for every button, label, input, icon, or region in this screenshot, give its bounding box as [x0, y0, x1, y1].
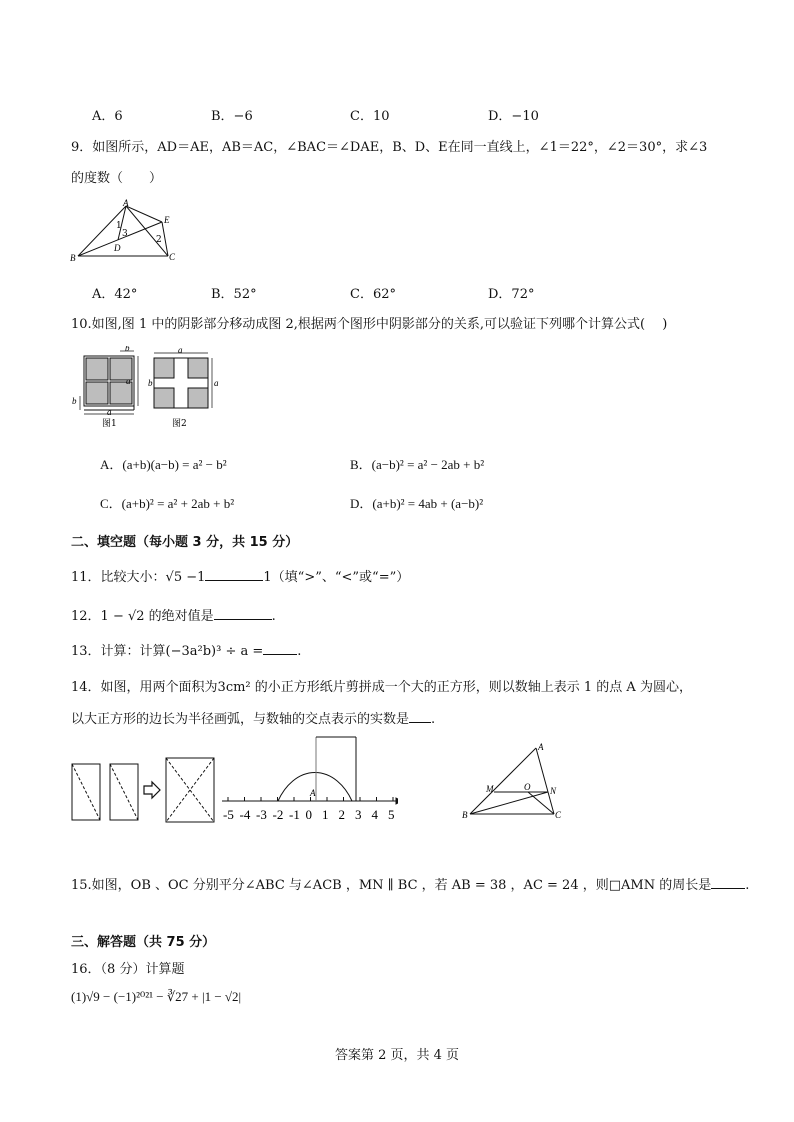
q8-choice-b: B．−6 [211, 109, 253, 124]
q13-suffix: . [297, 644, 302, 659]
q14-axis-tick-label: 3 [355, 807, 362, 822]
q14-suffix: . [431, 712, 436, 727]
q14-axis-tick-label: 1 [322, 807, 329, 822]
q10-text: 10.如图,图 1 中的阴影部分移动成图 2,根据两个图形中阴影部分的关系,可以验证下列哪个计算公式( ) [71, 317, 668, 332]
section3-title: 三、解答题（共 75 分） [71, 935, 216, 950]
q9-choice-c: C．62° [350, 287, 396, 302]
q15-suffix: . [745, 878, 750, 893]
q15-label-a: A [538, 742, 544, 752]
q10-choice-d: D．(a+b)² = 4ab + (a−b)² [350, 496, 484, 511]
q13-prefix: 13．计算：计算(−3a²b)³ ÷ a = [71, 644, 264, 659]
q11-line [71, 566, 409, 585]
q8-choice-c: C．10 [350, 109, 390, 124]
q15-label-o: O [524, 782, 531, 792]
q10-fig1-label-b-left: b [72, 396, 77, 406]
q12-prefix: 12．1 − √2 的绝对值是 [71, 609, 214, 624]
q14-axis-tick-label: 4 [371, 807, 378, 822]
q8-choice-d: D．−10 [488, 109, 539, 124]
q14-axis-tick-label: 2 [338, 807, 345, 822]
q14-line2-text: 以大正方形的边长为半径画弧，与数轴的交点表示的实数是 [71, 712, 410, 727]
q14-axis-tick-label: -2 [272, 807, 284, 822]
q9-choice-b: B．52° [211, 287, 257, 302]
page-footer: 答案第 2 页，共 4 页 [334, 1048, 460, 1063]
q9-label-d: D [114, 243, 121, 253]
q16-title: 16．（8 分）计算题 [71, 962, 185, 977]
q10-choice-a: A．(a+b)(a−b) = a² − b² [100, 457, 227, 472]
q14-blank [409, 710, 431, 723]
q14-axis-tick-label: 5 [388, 807, 395, 822]
q15-label-c: C [555, 810, 562, 820]
q11-prefix: 11．比较大小：√5 −1 [71, 570, 206, 585]
q10-fig1-label-b-top: b [125, 346, 130, 353]
q9-label-b: B [70, 253, 76, 263]
q10-figures [72, 346, 222, 430]
q14-text-line1: 14．如图，用两个面积为3cm² 的小正方形纸片剪拼成一个大的正方形，则以数轴上表示 1 的点 A 为圆心， [71, 680, 692, 695]
q10-fig2-label-a-top: a [178, 346, 183, 355]
q9-label-3: 3 [122, 229, 128, 239]
q10-fig2-caption: 图2 [172, 419, 187, 429]
q9-text-line2: 的度数（ ） [71, 171, 163, 186]
q9-choice-d: D．72° [488, 287, 535, 302]
q14-axis-tick-label: -3 [256, 807, 267, 822]
q14-text-line2 [71, 708, 435, 727]
q9-label-1: 1 [116, 221, 122, 231]
q11-suffix: 1（填“>”、“<”或“=”） [263, 570, 410, 585]
q10-fig1-label-a-right: a [126, 376, 131, 386]
q9-label-e: E [164, 215, 170, 225]
q10-fig1-caption: 图1 [102, 419, 117, 429]
q10-fig2-label-b-left: b [148, 378, 153, 388]
q13-blank [263, 642, 297, 655]
q9-triangle-figure [70, 198, 182, 266]
q11-blank [205, 568, 263, 581]
q14-axis-tick-label: -1 [289, 807, 300, 822]
q9-text-line1: 9．如图所示，AD＝AE，AB＝AC，∠BAC＝∠DAE，B、D、E在同一直线上，∠1＝22°，∠2＝30°，求∠3 [71, 140, 708, 155]
q9-label-c: C [169, 252, 176, 262]
q14-axis-tick-label: -5 [223, 807, 234, 822]
q12-line [71, 605, 276, 624]
q10-fig2-label-a-right: a [214, 378, 219, 388]
q8-choice-a: A．6 [92, 109, 123, 124]
section2-title: 二、填空题（每小题 3 分，共 15 分） [71, 535, 299, 550]
q12-suffix: . [271, 609, 276, 624]
q15-line [71, 874, 749, 893]
q10-choice-b: B．(a−b)² = a² − 2ab + b² [350, 457, 485, 472]
q15-label-b: B [462, 810, 468, 820]
q10-choice-c: C．(a+b)² = a² + 2ab + b² [100, 496, 235, 511]
q15-blank [711, 876, 745, 889]
q15-label-m: M [486, 784, 494, 794]
q9-choice-a: A．42° [92, 287, 138, 302]
q14-number-line-figure [216, 732, 398, 824]
q9-label-2: 2 [156, 235, 162, 245]
q14-axis-point-a: A [310, 788, 316, 798]
q15-prefix: 15.如图，OB 、OC 分别平分∠ABC 与∠ACB ，MN ∥ BC ，若 AB = 38 ，AC = 24 ，则□AMN 的周长是 [71, 878, 712, 893]
q14-axis-tick-label: -4 [239, 807, 251, 822]
q13-line [71, 640, 301, 659]
q15-label-n: N [550, 786, 557, 796]
q14-axis-tick-label: 0 [305, 807, 312, 822]
q14-squares-figure [70, 756, 220, 826]
q15-triangle-figure [460, 742, 570, 824]
q10-fig1-label-a-bottom: a [107, 407, 112, 417]
q16-expression: (1)√9 − (−1)²⁰²¹ − ∛27 + |1 − √2| [71, 989, 242, 1004]
q12-blank [214, 607, 272, 620]
q9-label-a: A [123, 198, 129, 208]
